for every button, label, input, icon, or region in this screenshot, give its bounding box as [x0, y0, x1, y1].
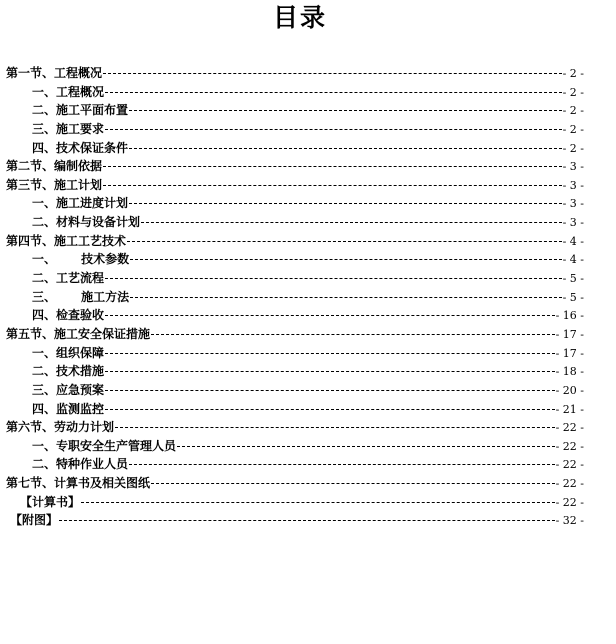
toc-dot-leader: [151, 483, 555, 484]
toc-dot-leader: [105, 315, 555, 316]
toc-entry-title: 第六节、劳动力计划: [6, 420, 115, 435]
toc-entry-title: 二、特种作业人员: [32, 457, 129, 472]
toc-entry[interactable]: [6, 493, 584, 512]
toc-entry-title: 四、监测监控: [32, 401, 105, 416]
toc-entry[interactable]: [6, 344, 584, 363]
toc-entry-title: 二、技术措施: [32, 364, 105, 379]
toc-dot-leader: [129, 110, 562, 111]
toc-entry-title: 一、专职安全生产管理人员: [32, 438, 177, 453]
toc-dot-leader: [130, 259, 561, 260]
toc-page-number: - 5 -: [562, 272, 584, 286]
toc-dot-leader: [127, 241, 562, 242]
toc-page-number: - 4 -: [562, 253, 584, 267]
toc-dot-leader: [115, 427, 555, 428]
toc-entry-title: 三、 施工方法: [32, 289, 130, 304]
toc-entry[interactable]: [6, 83, 584, 102]
toc-dot-leader: [81, 502, 555, 503]
toc-page-number: - 18 -: [555, 365, 584, 379]
toc-entry[interactable]: [6, 157, 584, 176]
toc-entry[interactable]: [6, 194, 584, 213]
toc-dot-leader: [105, 409, 555, 410]
toc-page-number: - 22 -: [555, 439, 584, 453]
toc-page-number: - 2 -: [562, 141, 584, 155]
toc-dot-leader: [129, 464, 555, 465]
page-title: 目录: [272, 3, 327, 32]
toc-dot-leader: [130, 297, 561, 298]
toc-entry-title: 三、施工要求: [32, 121, 105, 136]
toc-dot-leader: [105, 129, 562, 130]
toc-entry-title: 【附图】: [10, 513, 59, 528]
toc-entry[interactable]: [6, 511, 584, 530]
toc-page-number: - 3 -: [562, 160, 584, 174]
toc-entry[interactable]: [6, 64, 584, 83]
toc-page-number: - 5 -: [562, 290, 584, 304]
toc-entry[interactable]: [6, 362, 584, 381]
toc-dot-leader: [177, 446, 555, 447]
toc-entry-title: 一、施工进度计划: [32, 196, 129, 211]
toc-dot-leader: [59, 520, 555, 521]
toc-entry-title: 二、材料与设备计划: [32, 215, 141, 230]
toc-entry[interactable]: [6, 232, 584, 251]
toc-entry[interactable]: [6, 139, 584, 158]
toc-dot-leader: [151, 334, 555, 335]
toc-entry-title: 第四节、施工工艺技术: [6, 233, 127, 248]
toc-entry[interactable]: [6, 325, 584, 344]
toc-entry[interactable]: [6, 381, 584, 400]
toc-page-number: - 17 -: [555, 327, 584, 341]
table-of-contents: [6, 64, 584, 530]
toc-entry-title: 第一节、工程概况: [6, 66, 103, 80]
toc-entry[interactable]: [6, 306, 584, 325]
toc-page-number: - 2 -: [562, 122, 584, 136]
toc-dot-leader: [105, 390, 555, 391]
toc-page-number: - 16 -: [555, 309, 584, 323]
toc-page-number: - 32 -: [555, 514, 584, 528]
toc-entry-title: 一、 技术参数: [32, 252, 130, 267]
toc-page-number: - 21 -: [555, 402, 584, 416]
toc-entry[interactable]: [6, 250, 584, 269]
toc-page-number: - 22 -: [555, 495, 584, 509]
toc-entry-title: 三、应急预案: [32, 382, 105, 397]
toc-page-number: - 3 -: [562, 178, 584, 192]
toc-page-number: - 4 -: [562, 234, 584, 248]
toc-entry[interactable]: [6, 269, 584, 288]
toc-dot-leader: [103, 73, 562, 74]
toc-page-number: - 22 -: [555, 477, 584, 491]
toc-dot-leader: [129, 148, 562, 149]
toc-dot-leader: [105, 92, 562, 93]
toc-entry-title: 第七节、计算书及相关图纸: [6, 476, 151, 491]
toc-page-number: - 3 -: [562, 197, 584, 211]
toc-page-number: - 20 -: [555, 383, 584, 397]
toc-entry[interactable]: [6, 101, 584, 120]
toc-entry[interactable]: [6, 437, 584, 456]
toc-entry[interactable]: [6, 418, 584, 437]
toc-entry-title: 二、工艺流程: [32, 271, 105, 286]
toc-entry-title: 四、技术保证条件: [32, 140, 129, 155]
toc-dot-leader: [105, 353, 555, 354]
toc-entry-title: 第五节、施工安全保证措施: [6, 326, 151, 341]
toc-page-number: - 2 -: [562, 85, 584, 99]
toc-entry[interactable]: [6, 176, 584, 195]
toc-page-number: - 3 -: [562, 216, 584, 230]
toc-entry-title: 一、工程概况: [32, 84, 105, 99]
toc-page-number: - 22 -: [555, 421, 584, 435]
toc-entry-title: 第二节、编制依据: [6, 159, 103, 174]
toc-entry-title: 第三节、施工计划: [6, 177, 103, 192]
toc-page-number: - 17 -: [555, 346, 584, 360]
toc-entry[interactable]: [6, 288, 584, 307]
toc-page-number: - 2 -: [562, 104, 584, 118]
toc-entry[interactable]: [6, 213, 584, 232]
toc-entry[interactable]: [6, 474, 584, 493]
toc-entry[interactable]: [6, 120, 584, 139]
toc-entry-title: 四、检查验收: [32, 308, 105, 323]
toc-dot-leader: [103, 185, 562, 186]
toc-page-number: - 22 -: [555, 458, 584, 472]
toc-entry[interactable]: [6, 455, 584, 474]
toc-dot-leader: [105, 278, 562, 279]
toc-entry-title: 二、施工平面布置: [32, 103, 129, 118]
toc-entry-title: 【计算书】: [20, 494, 81, 509]
toc-entry[interactable]: [6, 400, 584, 419]
toc-entry-title: 一、组织保障: [32, 345, 105, 360]
toc-page-number: - 2 -: [562, 67, 584, 80]
toc-dot-leader: [129, 203, 562, 204]
toc-dot-leader: [103, 166, 562, 167]
toc-dot-leader: [105, 371, 555, 372]
toc-dot-leader: [141, 222, 562, 223]
